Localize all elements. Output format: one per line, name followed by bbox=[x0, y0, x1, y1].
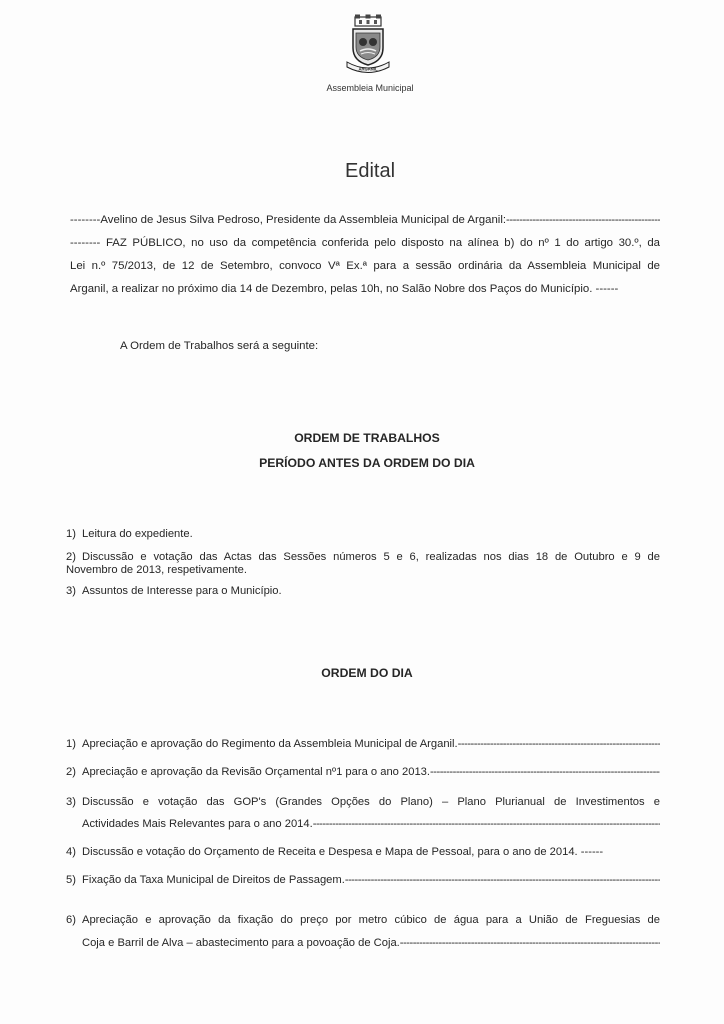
intro-president-text: Avelino de Jesus Silva Pedroso, Presidente da Assembleia Municipal de Arganil: bbox=[100, 214, 507, 226]
intro-lead-dashes: -------- bbox=[70, 214, 101, 226]
intro-dash-fill bbox=[506, 213, 660, 227]
intro-para-lead-dashes: -------- bbox=[70, 237, 101, 249]
item-continuation bbox=[66, 564, 660, 576]
item-text: Discussão e votação do Orçamento de Receita e Despesa e Mapa de Pessoal, para o ano de 2014. ------ bbox=[82, 846, 604, 858]
page-title: Edital bbox=[344, 160, 396, 182]
item-dash-fill bbox=[458, 738, 660, 750]
item-number: 3) bbox=[66, 796, 76, 808]
item-continuation bbox=[82, 937, 660, 949]
item-number: 1) bbox=[66, 528, 76, 540]
list-item bbox=[66, 585, 660, 597]
item-number: 1) bbox=[66, 738, 76, 750]
municipal-coat-of-arms-icon bbox=[344, 14, 392, 76]
item-dash-fill bbox=[400, 937, 660, 949]
list-item bbox=[66, 766, 660, 778]
svg-text:ARGANIL: ARGANIL bbox=[358, 66, 378, 72]
item-continuation bbox=[82, 818, 660, 830]
item-text-line-1: Discussão e votação das GOP's (Grandes Opções do Plano) – Plano Plurianual de Investimentos e bbox=[82, 796, 660, 808]
item-text-line-2: Novembro de 2013, respetivamente. bbox=[66, 564, 247, 576]
institution-name: Assembleia Municipal bbox=[326, 83, 414, 93]
heading-ordem-de-trabalhos: ORDEM DE TRABALHOS bbox=[294, 431, 440, 445]
item-text: Assuntos de Interesse para o Município. bbox=[82, 585, 282, 597]
list-item bbox=[66, 738, 660, 750]
item-text-line-1: Apreciação e aprovação da fixação do preço por metro cúbico de água para a União de Freguesias de bbox=[82, 914, 660, 926]
item-text-line-1: Discussão e votação das Actas das Sessões números 5 e 6, realizadas nos dias 18 de Outubro e 9 de bbox=[82, 551, 660, 563]
intro-paragraph-line-1 bbox=[70, 236, 660, 250]
item-text-line-2: Actividades Mais Relevantes para o ano 2014. bbox=[82, 818, 313, 830]
intro-paragraph-line-2: Lei n.º 75/2013, de 12 de Setembro, convoco Vª Ex.ª para a sessão ordinária da Assembleia Municipal de bbox=[70, 260, 660, 272]
list-item bbox=[66, 796, 660, 808]
item-text-line-2: Coja e Barril de Alva – abastecimento para a povoação de Coja. bbox=[82, 937, 400, 949]
item-number: 2) bbox=[66, 551, 76, 563]
item-dash-fill bbox=[345, 874, 660, 886]
intro-paragraph-line-3: Arganil, a realizar no próximo dia 14 de Dezembro, pelas 10h, no Salão Nobre dos Paços do Município. ------ bbox=[70, 283, 619, 295]
heading-ordem-do-dia: ORDEM DO DIA bbox=[321, 666, 413, 680]
item-number: 5) bbox=[66, 874, 76, 886]
list-item bbox=[66, 551, 660, 563]
item-text: Apreciação e aprovação do Regimento da Assembleia Municipal de Arganil. bbox=[82, 738, 458, 750]
item-number: 4) bbox=[66, 846, 76, 858]
list-item bbox=[66, 914, 660, 926]
list-item bbox=[66, 846, 660, 858]
item-dash-fill bbox=[313, 818, 660, 830]
heading-periodo-antes: PERÍODO ANTES DA ORDEM DO DIA bbox=[259, 456, 475, 470]
item-number: 3) bbox=[66, 585, 76, 597]
item-number: 2) bbox=[66, 766, 76, 778]
intro-para-text-1: FAZ PÚBLICO, no uso da competência conferida pelo disposto na alínea b) do nº 1 do artigo 30.º, da bbox=[105, 237, 660, 249]
list-item bbox=[66, 528, 660, 540]
agenda-intro: A Ordem de Trabalhos será a seguinte: bbox=[120, 340, 319, 352]
item-number: 6) bbox=[66, 914, 76, 926]
item-dash-fill bbox=[430, 766, 660, 778]
list-item bbox=[66, 874, 660, 886]
item-text: Leitura do expediente. bbox=[82, 528, 193, 540]
item-text: Fixação da Taxa Municipal de Direitos de Passagem. bbox=[82, 874, 345, 886]
item-text: Apreciação e aprovação da Revisão Orçamental nº1 para o ano 2013. bbox=[82, 766, 431, 778]
intro-line-president bbox=[70, 213, 660, 227]
